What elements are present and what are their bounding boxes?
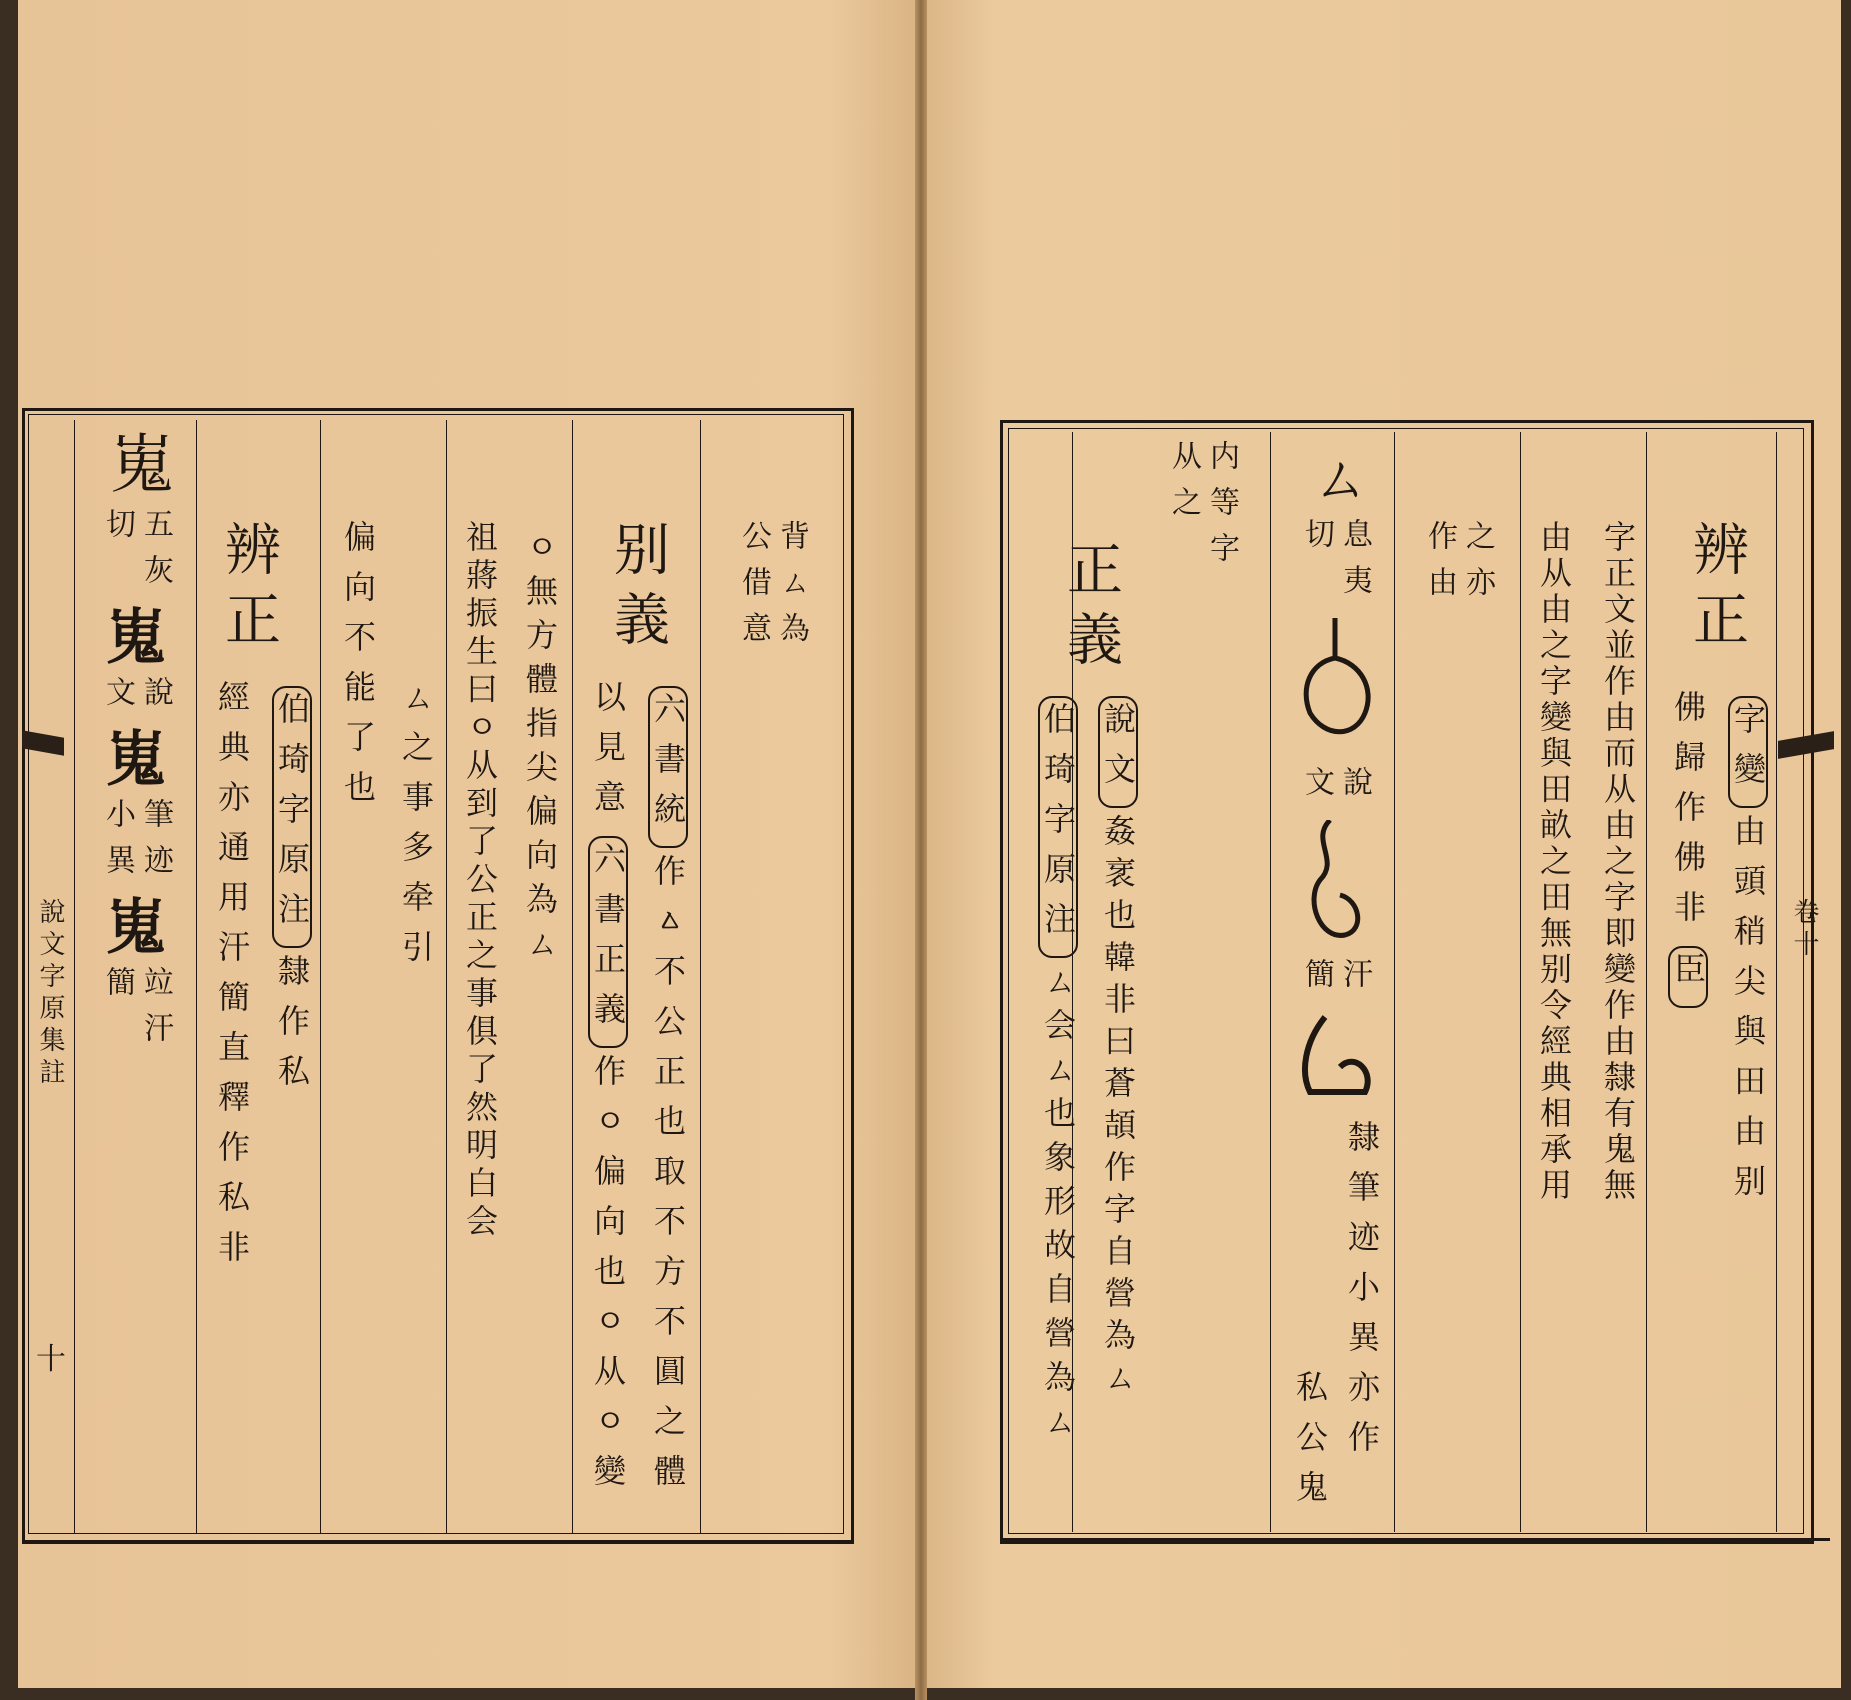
- right-bottom-rule: [1000, 1538, 1830, 1541]
- col-bieyi: [580, 520, 694, 660]
- leaf-number: 十: [36, 1342, 66, 1377]
- col-bieyi-text-b: [580, 680, 636, 1504]
- col-text-r1: [1590, 520, 1646, 1204]
- col-si-text: [1334, 1120, 1390, 1470]
- body-text: 以見意: [589, 680, 627, 830]
- body-text: 姦衺也韓非曰蒼頡作字自營為ㄙ: [1099, 814, 1137, 1402]
- col-wei: [80, 430, 192, 1058]
- col-zhengyi: [1040, 540, 1140, 680]
- body-text: ㄙ之事多牵引: [397, 680, 435, 980]
- label-shuo: 說: [1337, 766, 1372, 812]
- label-binghan: 竝汗: [138, 966, 173, 1058]
- col-misc: [1402, 520, 1514, 612]
- label-han: 汗: [1337, 958, 1372, 1004]
- label-xiaoyi: 小異: [100, 798, 135, 890]
- note-text: 切: [1299, 518, 1334, 564]
- body-text: 由頭稍尖與田由别: [1729, 814, 1767, 1214]
- col-bianzheng-right-b: [1660, 690, 1716, 1014]
- col-zhengyi-b: [1030, 690, 1086, 1448]
- col-bieyi-text-a: [640, 680, 696, 1504]
- boxed-ref: 六書統: [648, 686, 688, 848]
- col-text: 背ㄙ為: [774, 520, 809, 658]
- body-text: 佛歸作佛非: [1669, 690, 1707, 940]
- boxed-ref: 臣: [1668, 946, 1708, 1008]
- note-text: 五灰: [138, 508, 173, 600]
- col-bianzheng-left-b: [204, 680, 260, 1280]
- seal-glyph-2: 嵬: [106, 725, 166, 795]
- col-bianzheng-right: [1668, 520, 1764, 660]
- seal-si-glyph-2: [1300, 820, 1370, 950]
- body-text: 由从由之字變與田畝之田無别令經典相承用: [1535, 520, 1573, 1204]
- body-text: 偏向不能了也: [339, 520, 377, 820]
- heading-bianzheng: 辨正: [216, 520, 281, 660]
- col-bianzheng-left: [216, 520, 281, 660]
- seal-si-glyph-1: [1290, 618, 1380, 758]
- col-si: [1280, 448, 1390, 1110]
- heading-bieyi: 别義: [605, 520, 670, 660]
- head-char-wei: 嵬: [99, 430, 173, 508]
- head-char-si: ㄙ: [1303, 448, 1368, 518]
- col-text-e: [388, 680, 444, 980]
- col-text: 公借意: [736, 520, 771, 658]
- seal-glyph-1: 嵬: [106, 603, 166, 673]
- body-text: 作ㅇ偏向也ㅇ从ㅇ變: [589, 1054, 627, 1504]
- col-si-text-b: [1282, 1370, 1338, 1520]
- col-text-r2: [1526, 520, 1582, 1204]
- col-text-f: [330, 520, 386, 820]
- note-text: 息夷: [1337, 518, 1372, 610]
- heading-bianzheng-right: 辨正: [1684, 520, 1749, 660]
- body-text: ㅇ無方體指尖偏向為ㄙ: [521, 530, 559, 970]
- seal-si-glyph-3: [1295, 1012, 1375, 1102]
- left-bottom-rule: [22, 1540, 852, 1543]
- col-bianzheng-left-a: [264, 680, 320, 1104]
- boxed-ref: 伯琦字原注: [272, 686, 312, 948]
- body-text: 之亦: [1460, 520, 1495, 612]
- heading-zhengyi: 正義: [1058, 540, 1123, 680]
- col-bei-si: [712, 520, 832, 658]
- label-jian: 簡: [1299, 958, 1334, 1004]
- col-text-c: [512, 530, 568, 970]
- note-text: 切: [100, 508, 135, 554]
- boxed-ref: 六書正義: [588, 836, 628, 1048]
- label-shuo: 說: [138, 676, 173, 722]
- body-text: 字正文並作由而从由之字即變作由隸有鬼無: [1599, 520, 1637, 1204]
- body-text: 从之: [1166, 440, 1201, 532]
- label-jian: 簡: [100, 966, 135, 1012]
- body-text: 祖蔣振生曰ㅇ从到了公正之事俱了然明白会: [461, 520, 499, 1242]
- body-text: 經典亦通用汗簡直釋作私非: [213, 680, 251, 1280]
- body-text: 作ㅿ不公正也取不方不圓之體: [649, 854, 687, 1504]
- label-biji: 筆迹: [138, 798, 173, 890]
- boxed-ref: 伯琦字原注: [1038, 696, 1078, 958]
- col-bianzheng-right-a: [1720, 690, 1776, 1214]
- seal-glyph-3: 嵬: [106, 893, 166, 963]
- spine-title: 說文字原集註: [35, 898, 65, 1090]
- body-text: ㄙ会ㄙ也象形故自營為ㄙ: [1039, 964, 1077, 1448]
- col-zhengyi-top: [1140, 440, 1264, 578]
- book-gutter: [915, 0, 927, 1700]
- label-wen: 文: [1299, 766, 1334, 812]
- body-text: 隸筆迹小異亦作: [1343, 1120, 1381, 1470]
- body-text: 作由: [1422, 520, 1457, 612]
- col-zhengyi-a: [1090, 690, 1146, 1402]
- boxed-ref: 說文: [1098, 696, 1138, 808]
- col-text-d: [452, 520, 508, 1242]
- label-wen: 文: [100, 676, 135, 722]
- body-text: 隸作私: [273, 954, 311, 1104]
- volume-label: 卷十: [1789, 898, 1819, 962]
- boxed-ref: 字變: [1728, 696, 1768, 808]
- body-text: 私公鬼: [1291, 1370, 1329, 1520]
- body-text: 内等字: [1204, 440, 1239, 578]
